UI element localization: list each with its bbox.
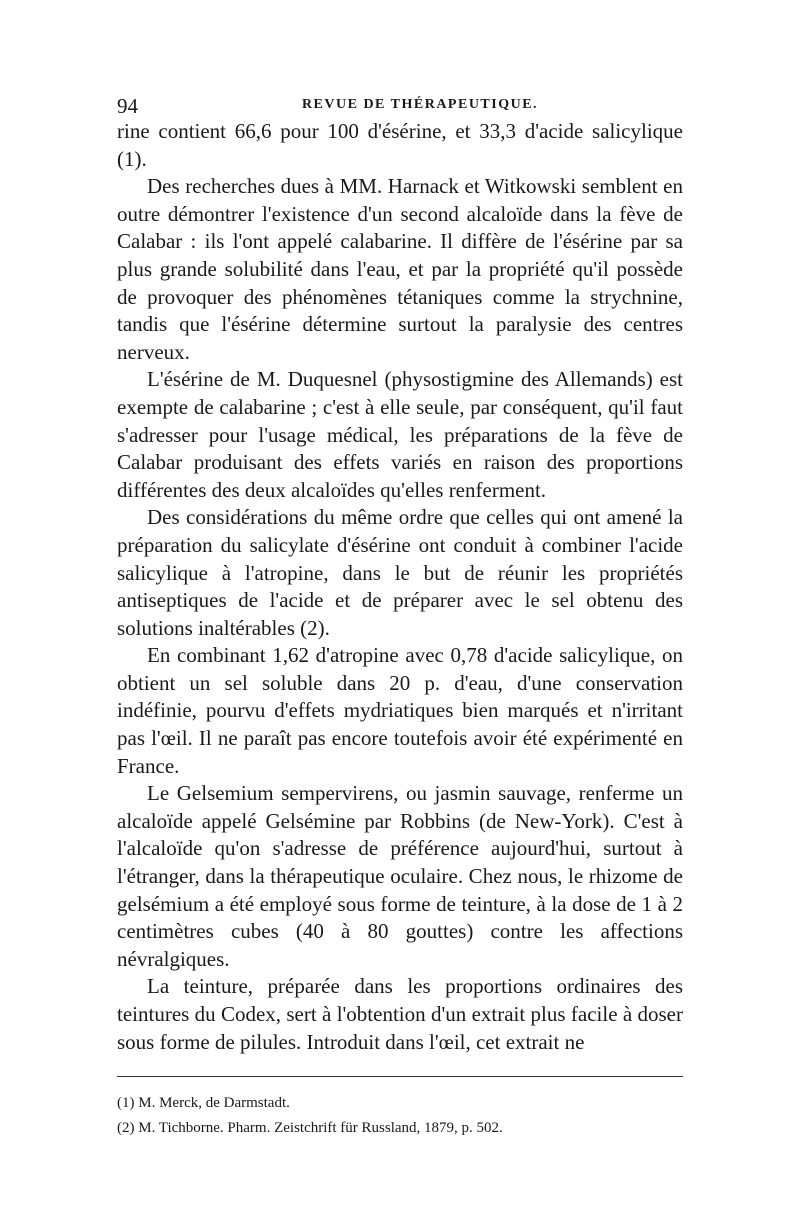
footnotes: [117, 1091, 683, 1141]
footnote-1: (1) M. Merck, de Darmstadt.: [117, 1095, 290, 1112]
running-head: [117, 88, 683, 118]
paragraph: Le Gelsemium sempervirens, ou jasmin sauvage, renferme un alcaloïde appelé Gelsémine par Robbins (de New-York). C'est à l'alcaloïde qu'on s'adresse de préférence aujourd'hui, surtout à l'étranger, dans la thérapeutique oculaire. Chez nous, le rhizome de gelsémium a été employé sous forme de teinture, à la dose de 1 à 2 centimètres cubes (40 à 80 gouttes) contre les affections névralgiques.: [117, 781, 683, 971]
paragraph-continued: rine contient 66,6 pour 100 d'ésérine, et 33,3 d'acide salicylique (1).: [117, 119, 683, 171]
document-page: [117, 88, 683, 1141]
body-text: [117, 118, 683, 1056]
footnote-divider: [117, 1076, 683, 1077]
paragraph: Des recherches dues à MM. Harnack et Witkowski semblent en outre démontrer l'existence d'un second alcaloïde dans la fève de Calabar : ils l'ont appelé calabarine. Il diffère de l'ésérine par sa plus grande solubilité dans l'eau, et par la propriété qu'il possède de provoquer des phénomènes tétaniques comme la strychnine, tandis que l'ésérine détermine surtout la paralysie des centres nerveux.: [117, 174, 683, 364]
running-title: REVUE DE THÉRAPEUTIQUE.: [301, 97, 539, 112]
paragraph: L'ésérine de M. Duquesnel (physostigmine des Allemands) est exempte de calabarine ; c'est à elle seule, par conséquent, qu'il faut s'adresser pour l'usage médical, les préparations de la fève de Calabar produisant des effets variés en raison des proportions différentes des deux alcaloïdes qu'elles renferment.: [117, 367, 683, 502]
paragraph: En combinant 1,62 d'atropine avec 0,78 d'acide salicylique, on obtient un sel soluble dans 20 p. d'eau, d'une conservation indéfinie, pourvu d'effets mydriatiques bien marqués et n'irritant pas l'œil. Il ne paraît pas encore toutefois avoir été expérimenté en France.: [117, 643, 683, 778]
paragraph: Des considérations du même ordre que celles qui ont amené la préparation du salicylate d'ésérine ont conduit à combiner l'acide salicylique à l'atropine, dans le but de réunir les propriétés antiseptiques de l'acide et de préparer avec le sel obtenu des solutions inaltérables (2).: [117, 505, 683, 640]
footnote-2: (2) M. Tichborne. Pharm. Zeistchrift für Russland, 1879, p. 502.: [117, 1120, 503, 1137]
page-number: 94: [117, 94, 138, 118]
paragraph: La teinture, préparée dans les proportions ordinaires des teintures du Codex, sert à l'obtention d'un extrait plus facile à doser sous forme de pilules. Introduit dans l'œil, cet extrait ne: [117, 974, 683, 1054]
